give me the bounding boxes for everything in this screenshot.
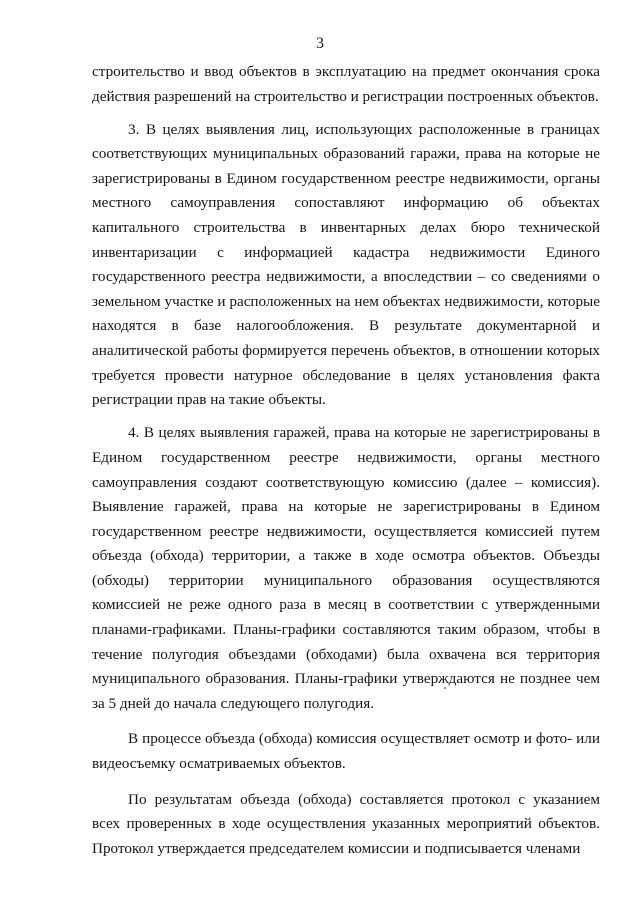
paragraph-protocol: По результатам объезда (обхода) составляется протокол с указанием всех проверенных в ходе осуществления указанных мероприятий объектов. Протокол утверждается председателем комиссии и подписывается членами bbox=[92, 790, 600, 857]
scan-speck bbox=[444, 687, 446, 689]
page-number: 3 bbox=[316, 35, 324, 52]
paragraph-item-3: 3. В целях выявления лиц, использующих расположенные в границах соответствующих муниципальных образований гаражи, права на которые не зарегистрированы в Едином государственном реестре недвижимости, органы местного самоуправления сопоставляют информацию об объектах капитального строительства в инвентарных делах бюро технической инвентаризации с информацией кадастра недвижимости Единого государственного реестра недвижимости, а впоследствии – со сведениями о земельном участке и расположенных на нем объектах недвижимости, которые находятся в базе налогообложения. В результате документарной и аналитической работы формируется перечень объектов, в отношении которых требуется провести натурное обследование в целях установления факта регистрации прав на такие объекты. bbox=[92, 120, 600, 409]
paragraph-inspection: В процессе объезда (обхода) комиссия осуществляет осмотр и фото- или видеосъемку осматриваемых объектов. bbox=[92, 730, 600, 773]
paragraph-continuation: строительство и ввод объектов в эксплуатацию на предмет окончания срока действия разрешений на строительство и регистрации построенных объектов. bbox=[92, 63, 600, 105]
paragraph-item-4: 4. В целях выявления гаражей, права на которые не зарегистрированы в Едином государственном реестре недвижимости, органы местного самоуправления создают соответствующую комиссию (далее – комиссия). Выявление гаражей, права на которые не зарегистрированы в Едином государственном реестре недвижимости, осуществляется комиссией путем объезда (обхода) территории, а также в ходе осмотра объектов. Объезды (обходы) территории муниципального образования осуществляются комиссией не реже одного раза в месяц в соответствии с утвержденными планами-графиками. Планы-графики составляются таким образом, чтобы в течение полугодия объездами (обходами) была охвачена вся территория муниципального образования. Планы-графики утверждаются не позднее чем за 5 дней до начала следующего полугодия. bbox=[92, 424, 600, 712]
document-body bbox=[92, 60, 600, 861]
